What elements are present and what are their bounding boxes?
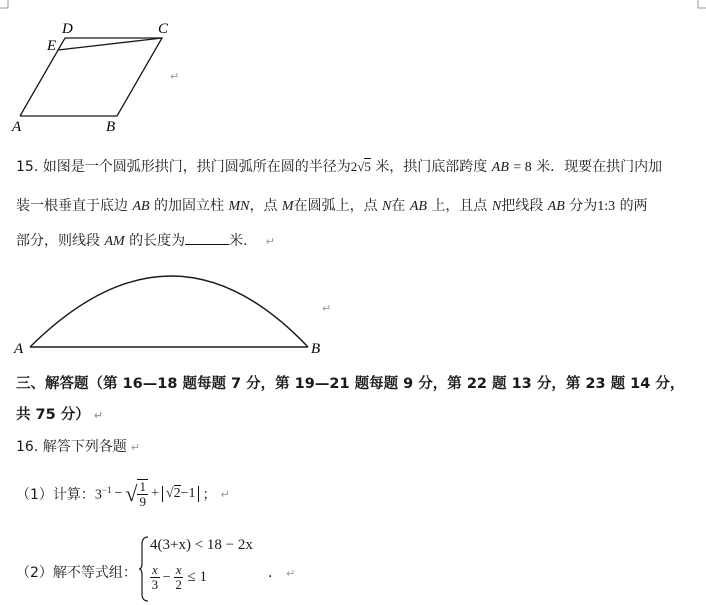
parallelogram-figure — [10, 16, 180, 138]
q15-line2 — [16, 195, 648, 215]
ineq2-minus: − — [162, 569, 171, 585]
q15-text-b: 米，拱门底部跨度 — [375, 159, 488, 175]
return-mark-6: ↵ — [220, 487, 230, 501]
ratio-value: 1:3 — [597, 199, 616, 214]
q15-line3 — [16, 230, 275, 250]
crop-mark-top-left — [0, 0, 14, 14]
arch-figure — [8, 255, 328, 358]
var-mn: MN — [228, 199, 250, 214]
return-mark-7: ↵ — [286, 567, 296, 580]
q15-text-o: 米． — [229, 233, 258, 249]
plus-sign: + — [150, 486, 159, 501]
frac-x-over-2: $\frac{x}{2}$ — [175, 562, 182, 592]
return-mark-3: ↵ — [322, 302, 332, 315]
var-ab: AB — [132, 199, 150, 214]
q15-text-a: 15. 如图是一个圆弧形拱门，拱门圆弧所在圆的半径为 — [16, 159, 351, 175]
section3-title: 三、解答题（第 16—18 题每题 7 分，第 19—21 题每题 9 分，第 22 题 13 分，第 23 题 14 分， — [16, 376, 685, 392]
answer-blank — [185, 232, 229, 245]
span-eq: = 8 — [513, 160, 532, 175]
crop-mark-top-right — [692, 0, 706, 14]
var-ab-2: AB — [409, 199, 427, 214]
var-m: M — [281, 199, 294, 214]
part2-end — [268, 562, 295, 582]
system-brace — [139, 536, 149, 602]
q15-text-i: 上，且点 — [431, 198, 488, 214]
q15-text-l: 的两 — [619, 198, 648, 214]
q15-text-e: 的加固立柱 — [154, 198, 225, 214]
label-c: C — [158, 21, 169, 37]
sqrt-sign: √ — [125, 481, 138, 506]
power-term: $3^{-1}$ — [94, 484, 112, 503]
q15-text-m: 部分，则线段 — [16, 233, 100, 249]
var-am: AM — [104, 234, 125, 249]
arch-arc — [30, 276, 308, 347]
var-n-2: N — [491, 199, 502, 214]
part1-end: ； — [202, 487, 217, 503]
minus-sign: − — [114, 486, 123, 501]
section3-title-line2-text: 共 75 分） — [16, 407, 90, 423]
part1-label: （1）计算： — [16, 487, 95, 503]
return-mark-4: ↵ — [93, 409, 103, 422]
label-e: E — [47, 38, 57, 54]
q16-part2-label: （2）解不等式组： — [16, 565, 137, 581]
segment-ec — [58, 38, 162, 50]
var-n: N — [382, 199, 392, 214]
label-d: D — [62, 21, 73, 37]
q15-text-j: 把线段 — [501, 198, 544, 214]
q15-line1 — [16, 156, 662, 176]
q16-part1 — [16, 477, 230, 511]
return-mark-2: ↵ — [265, 235, 275, 248]
ineq2-rest: ≤ 1 — [187, 569, 207, 585]
var-ab-3: AB — [547, 199, 565, 214]
label-b: B — [106, 119, 116, 135]
q15-text-n: 的长度为 — [129, 233, 186, 249]
part2-end-text: ． — [268, 565, 282, 581]
q15-text-d: 装一根垂直于底边 — [16, 198, 128, 214]
return-mark-1: ↵ — [170, 70, 180, 83]
q15-text-c: 米．现要在拱门内加 — [536, 159, 663, 175]
q15-text-g: 在圆弧上，点 — [293, 198, 378, 214]
parallelogram-outline — [20, 38, 162, 116]
arch-label-b: B — [311, 341, 321, 357]
inequality-1: 4(3+x) < 18 − 2x — [150, 537, 253, 553]
frac-x-over-3: $\frac{x}{3}$ — [151, 562, 159, 592]
q15-text-k: 分为 — [569, 198, 598, 214]
q16-heading — [16, 436, 140, 456]
arch-label-a: A — [14, 341, 24, 357]
q16-heading-text: 16. 解答下列各题 — [16, 439, 127, 455]
q15-text-h: 在 — [391, 198, 406, 214]
label-a: A — [12, 119, 22, 135]
q15-text-f: ，点 — [249, 198, 278, 214]
section3-title-line2 — [16, 403, 103, 424]
radius-value: 2√5 — [350, 159, 371, 174]
inequality-2 — [150, 563, 207, 592]
span-expr: AB — [491, 160, 509, 175]
return-mark-5: ↵ — [130, 441, 140, 454]
abs-value: √2−1 — [162, 486, 200, 502]
sqrt-fraction: $\frac{1}{9}$ — [139, 479, 146, 509]
